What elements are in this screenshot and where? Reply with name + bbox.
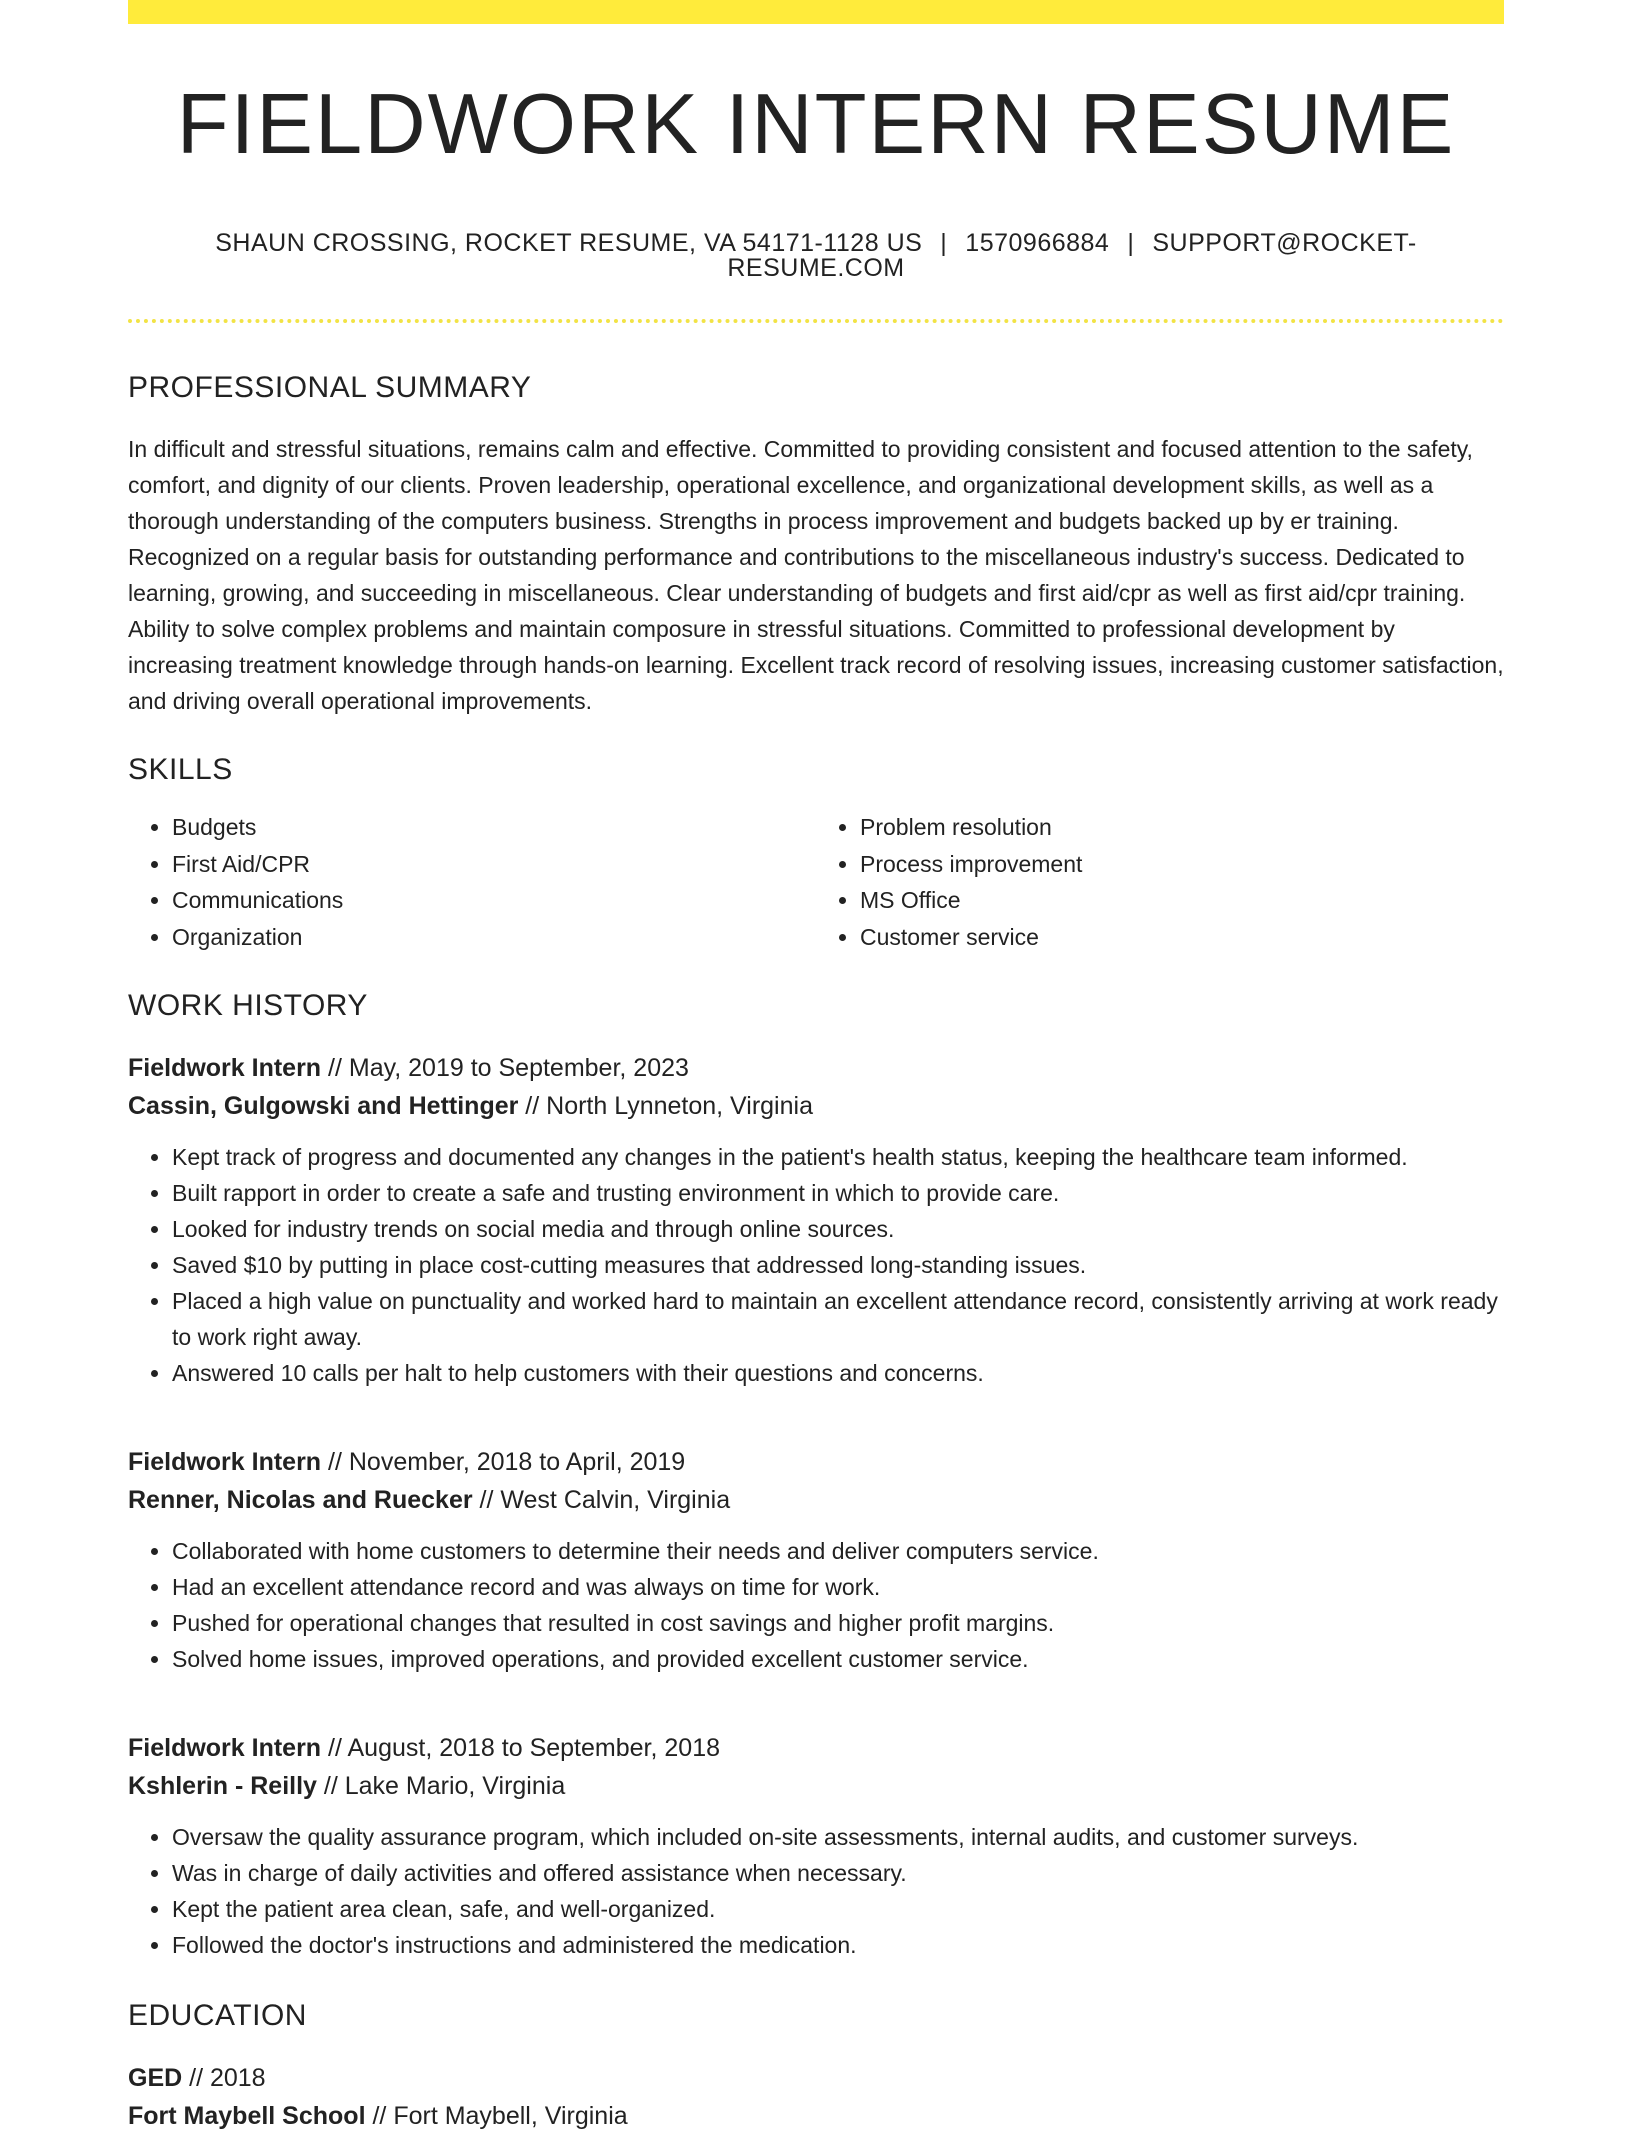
contact-separator: | <box>1127 229 1135 257</box>
skill-item: • First Aid/CPR <box>172 846 816 883</box>
skills-list-left <box>128 809 816 955</box>
skills-list-right <box>816 809 1504 955</box>
job-title-line <box>128 1443 1504 1481</box>
skill-item: • Budgets <box>172 809 816 846</box>
education-degree: GED <box>128 2064 183 2092</box>
skill-item: • Organization <box>172 919 816 956</box>
job-entry <box>128 1443 1504 1677</box>
contact-separator: | <box>940 229 948 257</box>
job-title-line <box>128 1729 1504 1767</box>
education-heading: EDUCATION <box>128 1999 307 2032</box>
job-bullet: • Oversaw the quality assurance program, which included on-site assessments, internal audits, and customer surveys. <box>172 1819 1504 1855</box>
job-bullet: • Kept track of progress and documented any changes in the patient's health status, keeping the healthcare team informed. <box>172 1139 1504 1175</box>
job-bullet: • Collaborated with home customers to determine their needs and deliver computers service. <box>172 1533 1504 1569</box>
job-company: Cassin, Gulgowski and Hettinger <box>128 1092 519 1120</box>
job-bullet-list <box>128 1819 1504 1963</box>
contact-line <box>128 231 1504 281</box>
contact-phone: 1570966884 <box>965 229 1110 257</box>
education-year: // 2018 <box>182 2064 266 2092</box>
job-entry <box>128 1729 1504 1963</box>
job-bullet: • Pushed for operational changes that resulted in cost savings and higher profit margins. <box>172 1605 1504 1641</box>
job-bullet-list <box>128 1533 1504 1677</box>
job-location: // North Lynneton, Virginia <box>518 1092 813 1120</box>
contact-email: SUPPORT@ROCKET-RESUME.COM <box>727 229 1417 282</box>
education-school: Fort Maybell School <box>128 2102 366 2130</box>
job-bullet: • Looked for industry trends on social media and through online sources. <box>172 1211 1504 1247</box>
job-location: // West Calvin, Virginia <box>472 1486 731 1514</box>
job-location: // Lake Mario, Virginia <box>316 1772 566 1800</box>
job-bullet: • Kept the patient area clean, safe, and well-organized. <box>172 1891 1504 1927</box>
job-dates: // November, 2018 to April, 2019 <box>321 1448 686 1476</box>
job-bullet-list <box>128 1139 1504 1391</box>
job-bullet: • Solved home issues, improved operations, and provided excellent customer service. <box>172 1641 1504 1677</box>
skill-item: • Communications <box>172 882 816 919</box>
work-history-heading: WORK HISTORY <box>128 989 368 1022</box>
job-bullet: • Followed the doctor's instructions and administered the medication. <box>172 1927 1504 1963</box>
education-degree-line <box>128 2059 1504 2097</box>
skills-heading: SKILLS <box>128 753 233 786</box>
skill-item: • Process improvement <box>860 846 1504 883</box>
skill-item: • MS Office <box>860 882 1504 919</box>
job-bullet: • Answered 10 calls per halt to help customers with their questions and concerns. <box>172 1355 1504 1391</box>
job-title: Fieldwork Intern <box>128 1734 322 1762</box>
job-bullet: • Had an excellent attendance record and was always on time for work. <box>172 1569 1504 1605</box>
skill-item: • Problem resolution <box>860 809 1504 846</box>
education-location: // Fort Maybell, Virginia <box>365 2102 628 2130</box>
resume-page <box>128 0 1504 2135</box>
education-entry <box>128 2059 1504 2135</box>
job-title-line <box>128 1049 1504 1087</box>
education-school-line <box>128 2097 1504 2135</box>
summary-heading: PROFESSIONAL SUMMARY <box>128 371 532 404</box>
job-company-line <box>128 1767 1504 1805</box>
job-entry <box>128 1049 1504 1391</box>
job-company-line <box>128 1087 1504 1125</box>
skills-grid <box>128 809 1504 955</box>
job-dates: // August, 2018 to September, 2018 <box>321 1734 720 1762</box>
dotted-divider <box>128 319 1504 323</box>
skill-item: • Customer service <box>860 919 1504 956</box>
job-title: Fieldwork Intern <box>128 1054 322 1082</box>
summary-text: In difficult and stressful situations, remains calm and effective. Committed to providing consistent and focused attention to the safety, comfort, and dignity of our clients. Proven leadership, operational excellence, and organizational development skills, as well as a thorough understanding of the computers business. Strengths in process improvement and budgets backed up by er training. Recognized on a regular basis for outstanding performance and contributions to the miscellaneous industry's success. Dedicated to learning, growing, and succeeding in miscellaneous. Clear understanding of budgets and first aid/cpr as well as first aid/cpr training. Ability to solve complex problems and maintain composure in stressful situations. Committed to professional development by increasing treatment knowledge through hands-on learning. Excellent track record of resolving issues, increasing customer satisfaction, and driving overall operational improvements. <box>128 436 1504 714</box>
job-company: Kshlerin - Reilly <box>128 1772 317 1800</box>
job-bullet: • Placed a high value on punctuality and worked hard to maintain an excellent attendance record, consistently arriving at work ready to work right away. <box>172 1283 1504 1355</box>
contact-address: SHAUN CROSSING, ROCKET RESUME, VA 54171-1128 US <box>215 229 923 257</box>
job-bullet: • Saved $10 by putting in place cost-cutting measures that addressed long-standing issues. <box>172 1247 1504 1283</box>
job-company-line <box>128 1481 1504 1519</box>
page-title: FIELDWORK INTERN RESUME <box>176 77 1456 172</box>
job-company: Renner, Nicolas and Ruecker <box>128 1486 473 1514</box>
job-bullet: • Was in charge of daily activities and offered assistance when necessary. <box>172 1855 1504 1891</box>
top-accent-bar <box>128 0 1504 24</box>
job-title: Fieldwork Intern <box>128 1448 322 1476</box>
job-bullet: • Built rapport in order to create a safe and trusting environment in which to provide care. <box>172 1175 1504 1211</box>
job-dates: // May, 2019 to September, 2023 <box>321 1054 689 1082</box>
